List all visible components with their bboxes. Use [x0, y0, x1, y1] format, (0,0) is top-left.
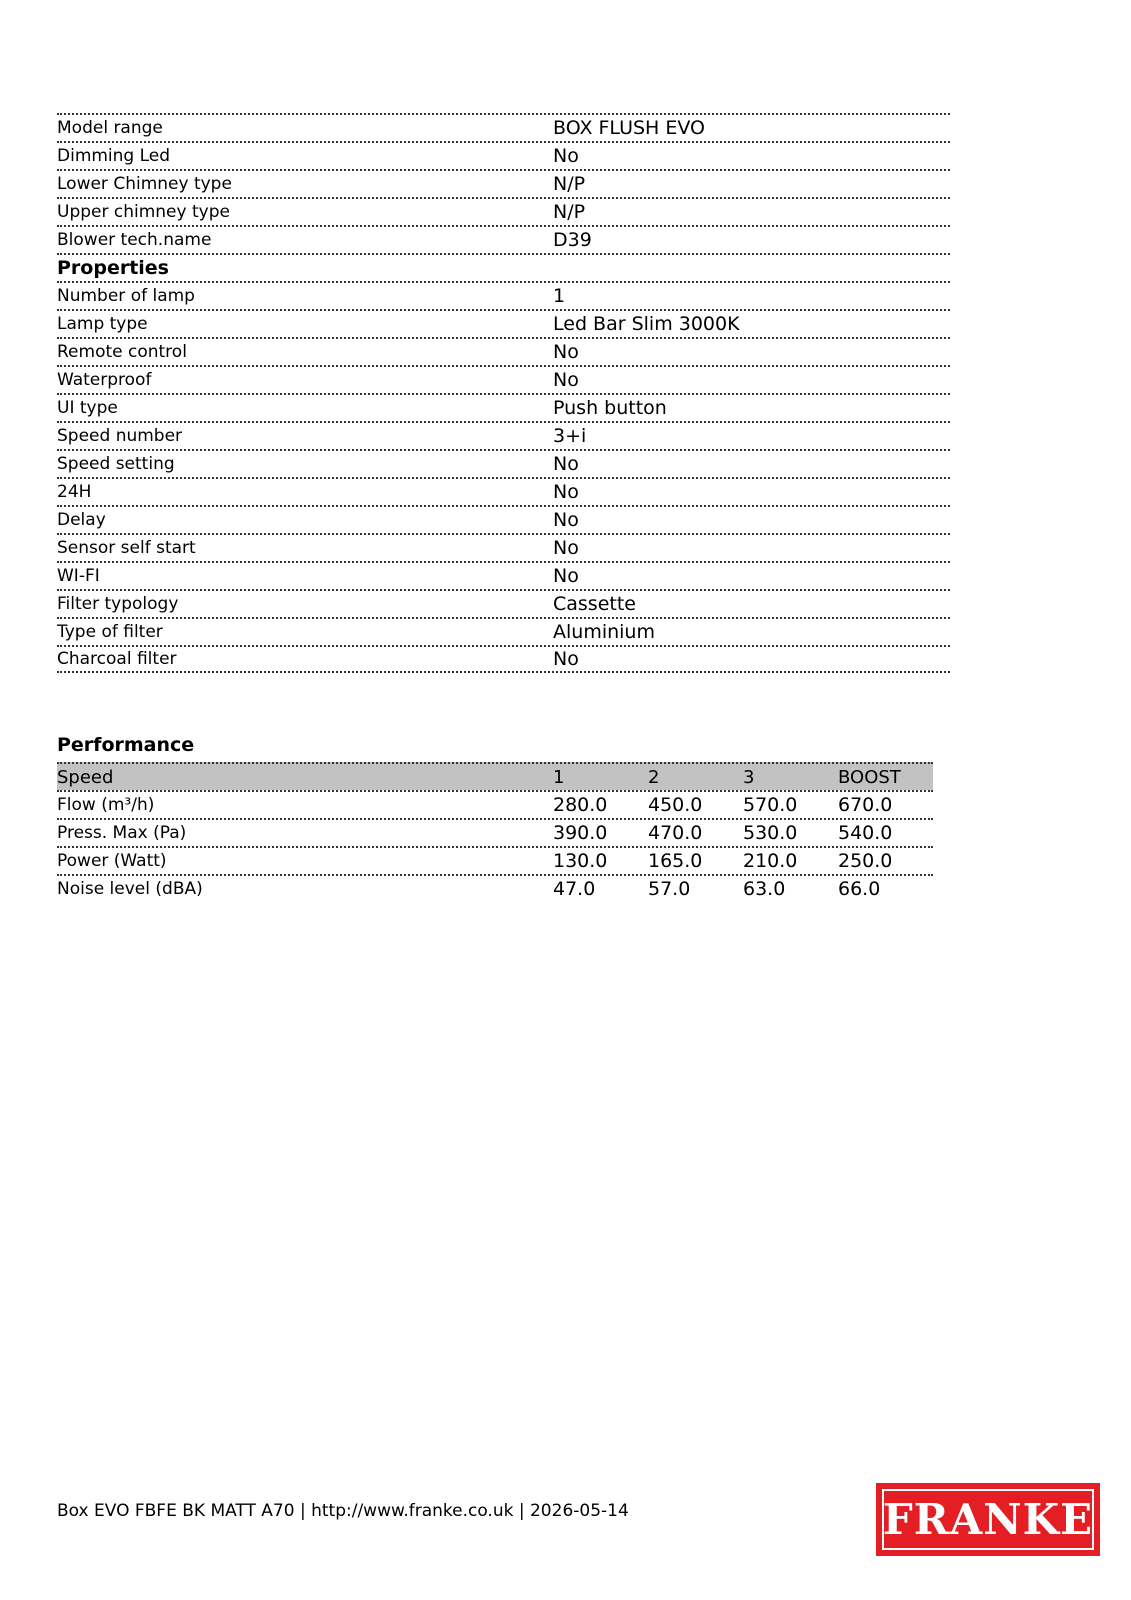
footer-text: Box EVO FBFE BK MATT A70 | http://www.franke.co.uk | 2026-05-14 — [57, 1501, 629, 1521]
property-value: Led Bar Slim 3000K — [553, 313, 740, 335]
logo-text: FRANKE — [882, 1489, 1094, 1550]
property-row — [57, 645, 950, 673]
property-label: Number of lamp — [57, 286, 195, 306]
performance-cell: 280.0 — [553, 794, 608, 816]
performance-header-cell: 1 — [553, 766, 565, 788]
performance-cell: 470.0 — [648, 822, 703, 844]
performance-cell: 390.0 — [553, 822, 608, 844]
performance-cell: 530.0 — [743, 822, 798, 844]
property-label: Speed setting — [57, 454, 175, 474]
property-label: Waterproof — [57, 370, 152, 390]
performance-header-cell: 2 — [648, 766, 660, 788]
property-row — [57, 421, 950, 449]
property-row — [57, 617, 950, 645]
performance-cell: 540.0 — [838, 822, 893, 844]
performance-header-cell: BOOST — [838, 766, 901, 788]
property-value: No — [553, 341, 579, 363]
property-value: Cassette — [553, 593, 636, 615]
property-row — [57, 561, 950, 589]
performance-cell: 57.0 — [648, 878, 691, 900]
performance-cell: 165.0 — [648, 850, 703, 872]
performance-header-label: Speed — [57, 766, 114, 788]
property-label: Remote control — [57, 342, 187, 362]
performance-header-cell: 3 — [743, 766, 755, 788]
property-row — [57, 589, 950, 617]
spec-label: Blower tech.name — [57, 230, 212, 250]
property-value: Aluminium — [553, 621, 655, 643]
performance-row-label: Flow (m³/h) — [57, 795, 155, 815]
property-value: No — [553, 369, 579, 391]
property-label: Filter typology — [57, 594, 179, 614]
spec-label: Model range — [57, 118, 163, 138]
property-label: Delay — [57, 510, 106, 530]
property-row — [57, 449, 950, 477]
property-row — [57, 393, 950, 421]
property-label: 24H — [57, 482, 92, 502]
property-label: Lamp type — [57, 314, 148, 334]
performance-cell: 210.0 — [743, 850, 798, 872]
property-value: 3+i — [553, 425, 587, 447]
performance-row — [57, 846, 933, 874]
performance-cell: 130.0 — [553, 850, 608, 872]
performance-cell: 250.0 — [838, 850, 893, 872]
property-label: Speed number — [57, 426, 183, 446]
spec-value: BOX FLUSH EVO — [553, 117, 705, 139]
property-row — [57, 533, 950, 561]
performance-header-row — [57, 762, 933, 790]
spec-label: Dimming Led — [57, 146, 171, 166]
property-label: Type of filter — [57, 622, 163, 642]
performance-row — [57, 790, 933, 818]
spec-table — [57, 113, 950, 673]
properties-heading-row — [57, 253, 950, 281]
spec-label: Upper chimney type — [57, 202, 230, 222]
property-label: Charcoal filter — [57, 649, 177, 669]
performance-cell: 66.0 — [838, 878, 881, 900]
property-row — [57, 365, 950, 393]
performance-row-label: Press. Max (Pa) — [57, 823, 187, 843]
spec-row — [57, 197, 950, 225]
property-value: No — [553, 537, 579, 559]
property-label: WI-FI — [57, 566, 100, 586]
property-row — [57, 505, 950, 533]
property-value: No — [553, 453, 579, 475]
performance-row — [57, 874, 933, 902]
spec-value: No — [553, 145, 579, 167]
property-row — [57, 337, 950, 365]
spec-row — [57, 141, 950, 169]
property-label: UI type — [57, 398, 118, 418]
spec-value: N/P — [553, 201, 586, 223]
spec-row — [57, 169, 950, 197]
performance-cell: 670.0 — [838, 794, 893, 816]
property-value: No — [553, 648, 579, 670]
property-label: Sensor self start — [57, 538, 196, 558]
property-value: No — [553, 481, 579, 503]
spec-value: D39 — [553, 229, 592, 251]
property-value: Push button — [553, 397, 667, 419]
property-value: No — [553, 509, 579, 531]
properties-heading: Properties — [57, 257, 169, 279]
franke-logo — [876, 1483, 1100, 1556]
performance-cell: 47.0 — [553, 878, 596, 900]
performance-cell: 450.0 — [648, 794, 703, 816]
performance-table — [57, 762, 933, 902]
performance-row-label: Power (Watt) — [57, 851, 167, 871]
performance-cell: 63.0 — [743, 878, 786, 900]
property-row — [57, 477, 950, 505]
property-row — [57, 309, 950, 337]
property-value: 1 — [553, 285, 566, 307]
property-row — [57, 281, 950, 309]
property-value: No — [553, 565, 579, 587]
performance-title: Performance — [57, 734, 195, 756]
spec-row — [57, 113, 950, 141]
performance-cell: 570.0 — [743, 794, 798, 816]
performance-row-label: Noise level (dBA) — [57, 879, 203, 899]
spec-label: Lower Chimney type — [57, 174, 232, 194]
performance-row — [57, 818, 933, 846]
spec-row — [57, 225, 950, 253]
spec-value: N/P — [553, 173, 586, 195]
